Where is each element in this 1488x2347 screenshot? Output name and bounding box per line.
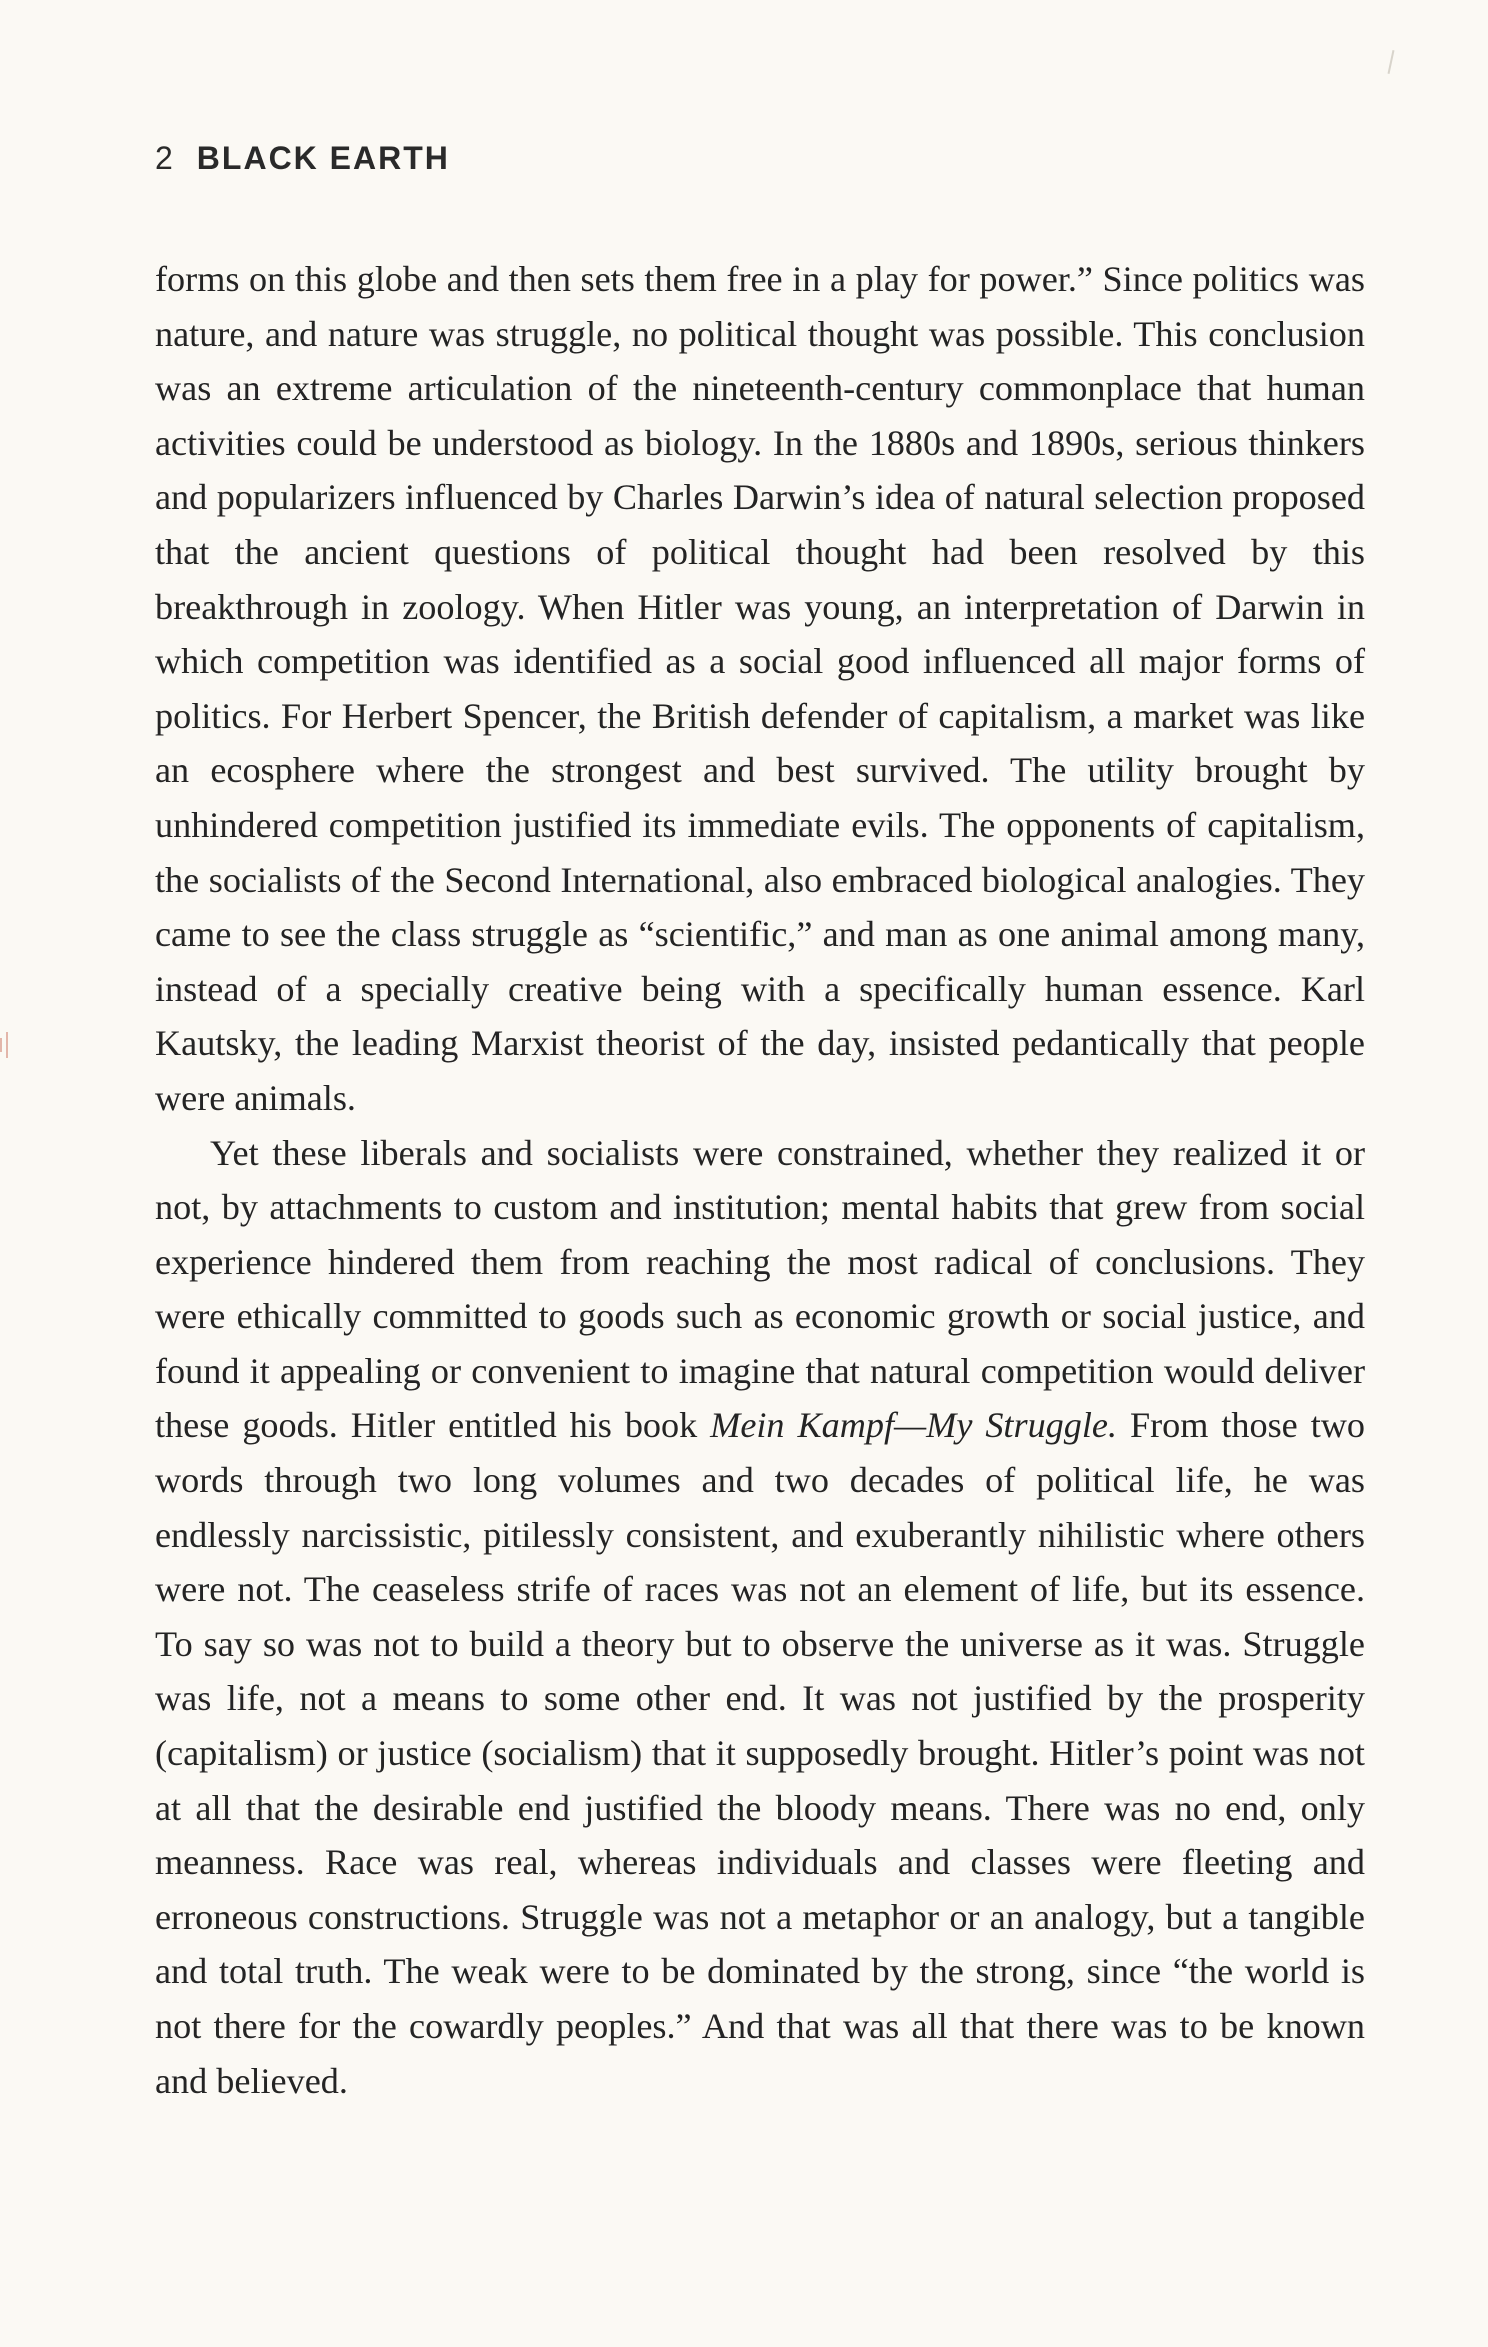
- book-title-italic: Mein Kampf—My Struggle.: [710, 1405, 1118, 1446]
- page-number: 2: [155, 140, 175, 176]
- paragraph-1: forms on this globe and then sets them free in a play for power.” Since politics was nature, and nature was struggle, no political thought was possible. This conclusion was an extreme articulation of the nineteenth-century commonplace that human activities could be understood as biology. In the 1880s and 1890s, serious thinkers and popularizers influenced by Charles Darwin’s idea of natural selection proposed that the ancient questions of political thought had been resolved by this breakthrough in zoology. When Hitler was young, an interpretation of Darwin in which competition was identified as a social good influenced all major forms of politics. For Herbert Spencer, the British defender of capitalism, a market was like an ecosphere where the strongest and best survived. The utility brought by unhindered competition justified its immediate evils. The opponents of capitalism, the socialists of the Second International, also embraced biological analogies. They came to see the class struggle as “scientific,” and man as one animal among many, instead of a specially creative being with a specifically human essence. Karl Kautsky, the leading Marxist theorist of the day, insisted pedantically that people were animals.: [155, 259, 1365, 1118]
- body-text: [155, 252, 1365, 2108]
- margin-pencil-mark: [0, 1032, 10, 1062]
- running-head: [155, 140, 450, 177]
- paragraph-2-part-1: Yet these liberals and socialists were constrained, whether they realized it or not, by attachments to custom and institution; mental habits that grew from social experience hindered them from reaching the most radical of conclusions. They were ethically committed to goods such as economic growth or social justice, and found it appealing or convenient to imagine that natural competition would deliver these goods. Hitler entitled his book: [155, 1132, 1365, 1446]
- book-title-header: BLACK EARTH: [196, 140, 450, 176]
- scan-speck: [1388, 50, 1395, 74]
- paragraph-2: [155, 1126, 1365, 2109]
- paragraph-2-part-2: From those two words through two long volumes and two decades of political life, he was endlessly narcissistic, pitilessly consistent, and exuberantly nihilistic where others were not. The ceaseless strife of races was not an element of life, but its essence. To say so was not to build a theory but to observe the universe as it was. Struggle was life, not a means to some other end. It was not justified by the prosperity (capitalism) or justice (socialism) that it supposedly brought. Hitler’s point was not at all that the desirable end justified the bloody means. There was no end, only meanness. Race was real, whereas individuals and classes were fleeting and erroneous constructions. Struggle was not a metaphor or an analogy, but a tangible and total truth. The weak were to be dominated by the strong, since “the world is not there for the cowardly peoples.” And that was all that there was to be known and believed.: [155, 1405, 1365, 2101]
